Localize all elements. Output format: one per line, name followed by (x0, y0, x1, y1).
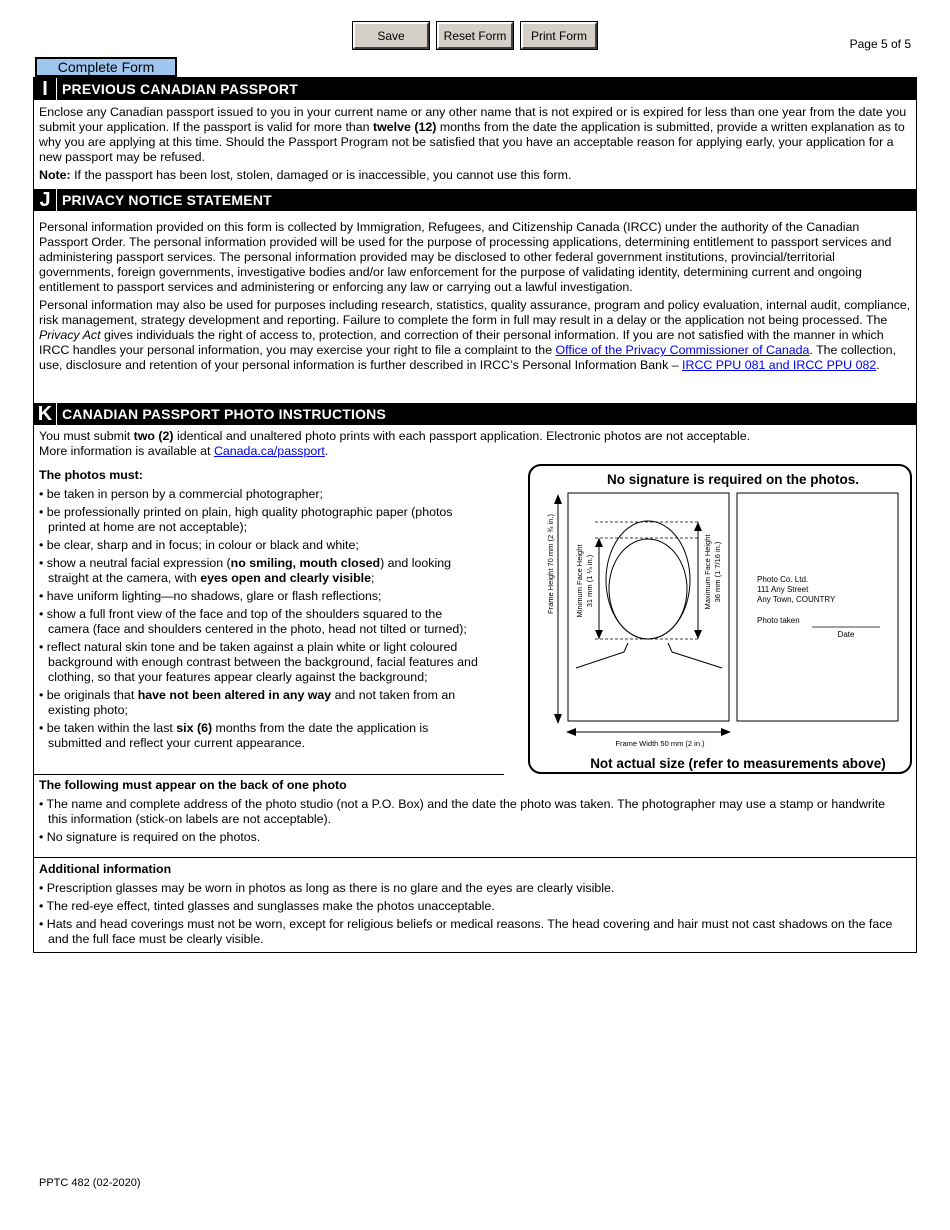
text-bold: no smiling, mouth closed (230, 556, 381, 570)
list-item: • Hats and head coverings must not be worn, except for religious beliefs or medical reasons. The head covering and hair must not cast shadows on the face and the full face must be clearly visible. (39, 917, 893, 946)
privacy-commissioner-link[interactable]: Office of the Privacy Commissioner of Canada (555, 343, 810, 357)
text: months from the date the application is submitted and reflect your current appearance. (48, 721, 429, 750)
text: • be taken within the last (39, 721, 177, 735)
back-of-photo-section (39, 778, 899, 848)
photo-requirements (39, 468, 484, 754)
section-title: PREVIOUS CANADIAN PASSPORT (62, 81, 298, 97)
text: ) and looking straight at the camera, with (48, 556, 452, 585)
list-item: • No signature is required on the photos. (39, 830, 261, 844)
min-face-label-1: Minimum Face Height (575, 544, 584, 618)
text-bold: twelve (12) (373, 120, 437, 134)
section-i-body (39, 105, 911, 186)
text-bold: have not been altered in any way (137, 688, 332, 702)
photo-top-caption: No signature is required on the photos. (606, 472, 860, 487)
text: months from the date the application is submitted, provide a written explanation as to why you are applying at this time. Should the Passport Program not be satisfied that you have an acceptable reason for applying early, your application for a new passport may be refused. (39, 120, 905, 164)
photo-bottom-caption: Not actual size (refer to measurements above) (590, 756, 886, 771)
text: identical and unaltered photo prints with each passport application. Electronic photos are not acceptable. (173, 429, 751, 443)
text-bold: six (6) (176, 721, 213, 735)
text: More information is available at (39, 444, 214, 458)
text: . (324, 444, 329, 458)
back-of-photo-heading: The following must appear on the back of one photo (39, 778, 347, 792)
ircc-ppu-link[interactable]: IRCC PPU 081 and IRCC PPU 082 (682, 358, 877, 372)
section-letter: K (34, 403, 57, 425)
additional-info-section (39, 862, 899, 950)
list-item: • have uniform lighting—no shadows, glare or flash reflections; (39, 589, 382, 603)
list-item: • be clear, sharp and in focus; in colour or black and white; (39, 538, 359, 552)
min-face-label-2: 31 mm (1 ¼ in.) (585, 554, 594, 608)
section-i-header (34, 78, 916, 100)
list-item: • The red-eye effect, tinted glasses and sunglasses make the photos unacceptable. (39, 899, 495, 913)
section-k-intro (39, 429, 911, 459)
arrow-right-icon (721, 728, 731, 736)
page-number: Page 5 of 5 (849, 37, 911, 51)
list-item: • reflect natural skin tone and be taken against a plain white or light coloured background with enough contrast between the background, facial features and clothing, so that your features appear clearly against the background; (39, 640, 478, 684)
text: You must submit (39, 429, 134, 443)
photo-taken-label: Photo taken (757, 616, 800, 625)
photo-diagram-box (528, 464, 912, 774)
text: Enclose any Canadian passport issued to you in your current name or any other name that is not expired or is expired for less than one year from the date you submit your application. If the passport is valid for more than (39, 105, 907, 134)
requirements-list (39, 487, 484, 751)
form-frame (33, 77, 917, 953)
arrow-down-icon (554, 714, 562, 724)
list-item: • Prescription glasses may be worn in photos as long as there is no glare and the eyes are clearly visible. (39, 881, 615, 895)
section-j-body (39, 220, 911, 376)
list-item: • be professionally printed on plain, high quality photographic paper (photos printed at home are not acceptable); (39, 505, 453, 534)
text: . The collection, use, disclosure and retention of your personal information is further described in IRCC’s Personal Information Bank – (39, 343, 896, 372)
section-j-header (34, 189, 916, 211)
studio-name: Photo Co. Ltd. (757, 575, 809, 584)
studio-town: Any Town, COUNTRY (757, 595, 836, 604)
additional-info-list (39, 881, 899, 947)
arrow-up-icon (554, 494, 562, 504)
list-item (39, 556, 484, 586)
frame-width-label: Frame Width 50 mm (2 in.) (615, 739, 705, 748)
save-button[interactable]: Save (353, 22, 429, 49)
max-face-label-2: 36 mm (1 7/16 in.) (713, 541, 722, 603)
list-item (39, 688, 484, 718)
print-form-button[interactable]: Print Form (521, 22, 597, 49)
list-item (39, 721, 484, 751)
list-item: • be taken in person by a commercial photographer; (39, 487, 323, 501)
section-k-header (34, 403, 916, 425)
text-bold: eyes open and clearly visible (200, 571, 372, 585)
back-of-photo-list (39, 797, 899, 845)
text-italic: Privacy Act (39, 328, 101, 342)
photos-must-heading: The photos must: (39, 468, 143, 482)
max-face-label-1: Maximum Face Height (703, 534, 712, 610)
section-letter: J (34, 189, 57, 211)
text: ; (371, 571, 375, 585)
text: • show a neutral facial expression ( (39, 556, 231, 570)
arrow-left-icon (566, 728, 576, 736)
photo-diagram (530, 466, 910, 772)
note-label: Note: (39, 168, 71, 182)
additional-info-heading: Additional information (39, 862, 172, 876)
date-label: Date (837, 630, 855, 639)
section-title: CANADIAN PASSPORT PHOTO INSTRUCTIONS (62, 406, 387, 422)
note-text: If the passport has been lost, stolen, damaged or is inaccessible, you cannot use this form. (70, 168, 572, 182)
studio-street: 111 Any Street (757, 585, 809, 594)
divider (34, 857, 916, 858)
list-item: • The name and complete address of the photo studio (not a P.O. Box) and the date the photo was taken. The photographer may use a stamp or handwrite this information (stick-on labels are not acceptable). (39, 797, 886, 826)
text: Personal information may also be used for purposes including research, statistics, quality assurance, program and policy evaluation, internal audit, compliance, risk management, strategy development and reporting. Failure to complete the form in full may result in a delay or the application not being processed. The (39, 298, 911, 327)
reset-form-button[interactable]: Reset Form (437, 22, 513, 49)
text-bold: two (2) (133, 429, 174, 443)
section-letter: I (34, 78, 57, 100)
back-photo-frame (737, 493, 898, 721)
canada-passport-link[interactable]: Canada.ca/passport (213, 444, 325, 458)
divider (34, 774, 504, 775)
text: gives individuals the right of access to, protection, and correction of their personal information. If you are not satisfied with the manner in which IRCC handles your personal information, you may exercise your right to file a complaint to the (39, 328, 884, 357)
privacy-paragraph: Personal information provided on this form is collected by Immigration, Refugees, and Citizenship Canada (IRCC) under the authority of the Canadian Passport Order. The personal information provided will be used for the purpose of processing applications, determining entitlement to passport services and administering passport services. The personal information provided may be disclosed to other federal government institutions, provincial/territorial governments, foreign governments, investigative bodies and/or law enforcement for the purpose of validating identity, determining current and ongoing entitlement to passport services and administering or enforcing any law or carrying out a lawful investigation. (39, 220, 892, 294)
list-item: • show a full front view of the face and top of the shoulders squared to the camera (face and shoulders centered in the photo, head not tilted or turned); (39, 607, 467, 636)
complete-form-button[interactable]: Complete Form (35, 57, 177, 77)
text: . (876, 358, 880, 372)
text: and not taken from an existing photo; (48, 688, 456, 717)
text: • be originals that (39, 688, 138, 702)
form-number: PPTC 482 (02-2020) (39, 1177, 141, 1189)
section-title: PRIVACY NOTICE STATEMENT (62, 192, 272, 208)
frame-height-label: Frame Height 70 mm (2 ¾ in.) (546, 513, 555, 615)
